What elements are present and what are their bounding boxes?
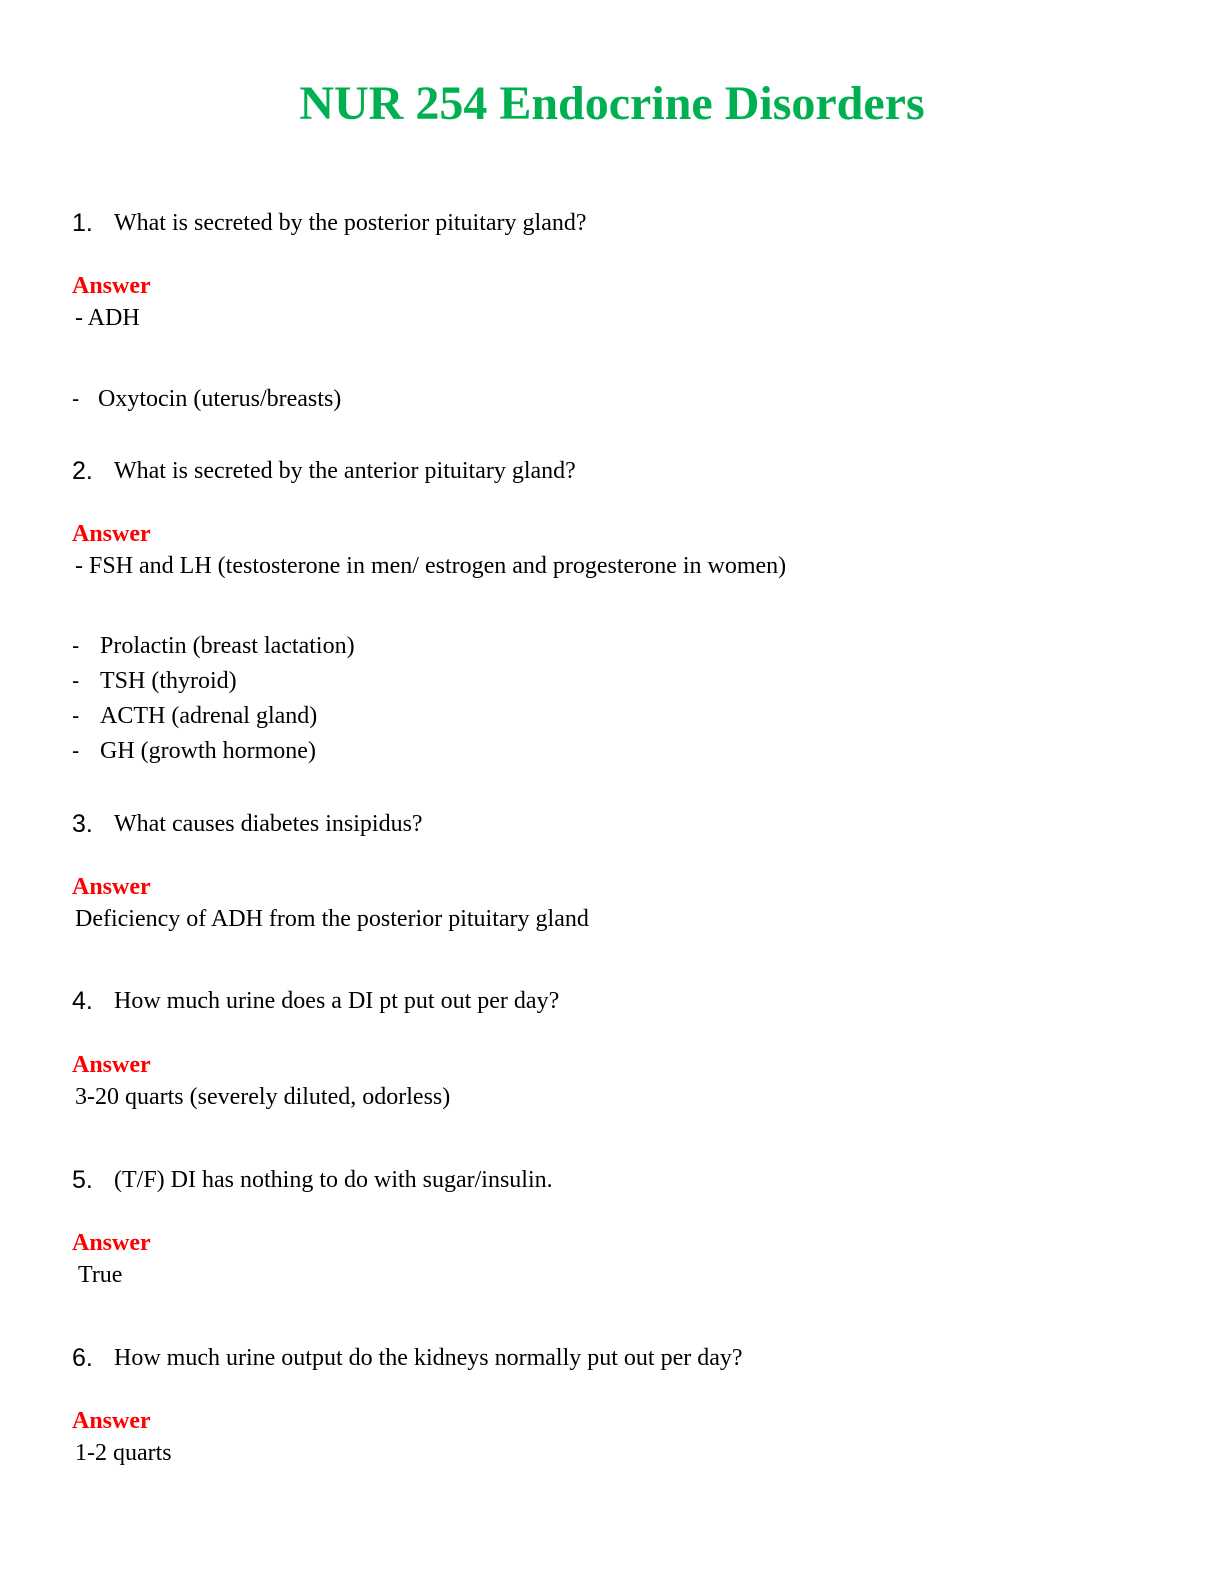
answer-line: 3-20 quarts (severely diluted, odorless) [75,1084,451,1110]
answer-bullet: ACTH (adrenal gland) [100,703,318,729]
answer-line: 1-2 quarts [75,1440,172,1466]
question-number: 5. [72,1166,93,1194]
answer-bullet: GH (growth hormone) [100,738,316,764]
bullet-dash: - [72,386,80,411]
question-number: 4. [72,987,93,1015]
answer-line: Deficiency of ADH from the posterior pituitary gland [75,906,589,932]
answer-label: Answer [72,874,151,900]
question-text: What causes diabetes insipidus? [114,811,423,837]
answer-label: Answer [72,1408,151,1434]
question-number: 3. [72,810,93,838]
bullet-dash: - [72,633,80,658]
bullet-dash: - [72,738,80,763]
question-text: What is secreted by the anterior pituitary gland? [114,458,576,484]
question-text: What is secreted by the posterior pituitary gland? [114,210,587,236]
question-number: 1. [72,209,93,237]
bullet-dash: - [72,703,80,728]
answer-label: Answer [72,1052,151,1078]
answer-bullet: Prolactin (breast lactation) [100,633,355,659]
answer-bullet: TSH (thyroid) [100,668,237,694]
answer-label: Answer [72,273,151,299]
answer-label: Answer [72,521,151,547]
question-number: 2. [72,457,93,485]
question-text: How much urine output do the kidneys normally put out per day? [114,1345,743,1371]
answer-line: - ADH [75,305,140,331]
answer-line: - FSH and LH (testosterone in men/ estrogen and progesterone in women) [75,553,787,579]
question-text: How much urine does a DI pt put out per day? [114,988,560,1014]
page-title: NUR 254 Endocrine Disorders [299,77,925,130]
answer-line: True [78,1262,123,1288]
answer-bullet: Oxytocin (uterus/breasts) [98,386,342,412]
question-number: 6. [72,1344,93,1372]
question-text: (T/F) DI has nothing to do with sugar/insulin. [114,1167,553,1193]
bullet-dash: - [72,668,80,693]
answer-label: Answer [72,1230,151,1256]
